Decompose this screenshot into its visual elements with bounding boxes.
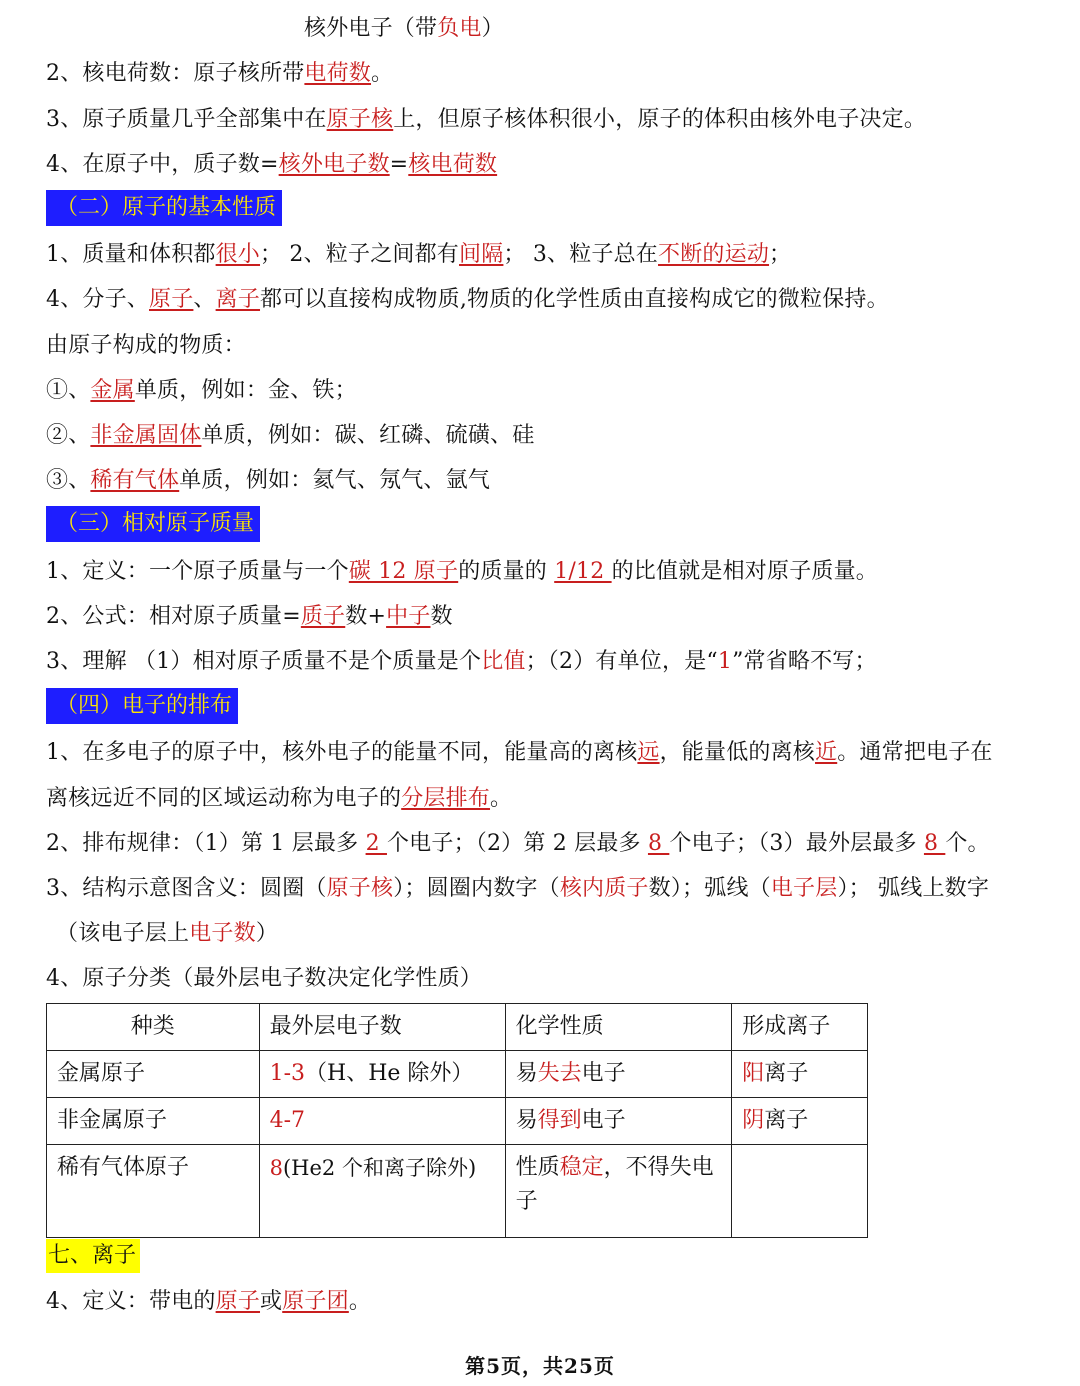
line-atom-classification: 4、原子分类（最外层电子数决定化学性质） [46, 966, 482, 991]
line-nuclear-charge: 2、核电荷数：原子核所带电荷数。 [46, 61, 394, 86]
table-cell-chemical-property: 易失去电子 [505, 1051, 732, 1098]
line-atom-mass: 3、原子质量几乎全部集中在原子核上，但原子核体积很小，原子的体积由核外电子决定。 [46, 107, 927, 132]
section-heading-relative-mass: （三）相对原子质量 [46, 506, 260, 542]
table-cell-kind: 稀有气体原子 [47, 1145, 260, 1238]
table-row [47, 1145, 868, 1238]
table-cell-chemical-property: 易得到电子 [505, 1098, 732, 1145]
section-heading-basic-properties: （二）原子的基本性质 [46, 190, 282, 226]
table-header-cell: 形成离子 [732, 1004, 868, 1051]
line-relative-mass-formula: 2、公式：相对原子质量=质子数+中子数 [46, 604, 453, 629]
table-cell-outer-electrons: 1-3（H、He 除外） [259, 1051, 505, 1098]
table-cell-kind: 金属原子 [47, 1051, 260, 1098]
table-cell-kind: 非金属原子 [47, 1098, 260, 1145]
line-diagram-meaning: 3、结构示意图含义：圆圈（原子核）；圆圈内数字（核内质子数）；弧线（电子层）； 弧线上数字 [46, 876, 990, 901]
line-relative-mass-definition: 1、定义：一个原子质量与一个碳 12 原子的质量的 1/12 的比值就是相对原子质量。 [46, 559, 879, 584]
line-noble-gases: ③、稀有气体单质，例如：氦气、氖气、氩气 [46, 468, 491, 493]
line-metal-elements: ①、金属单质，例如：金、铁； [46, 378, 357, 403]
table-cell-ion [732, 1145, 868, 1238]
line-properties-list: 1、质量和体积都很小； 2、粒子之间都有间隔； 3、粒子总在不断的运动； [46, 242, 792, 267]
section-heading-ions: 七、离子 [46, 1239, 140, 1273]
table-row [47, 1051, 868, 1098]
table-cell-ion: 阴离子 [732, 1098, 868, 1145]
line-proton-equality: 4、在原子中，质子数=核外电子数=核电荷数 [46, 152, 498, 177]
table-cell-ion: 阳离子 [732, 1051, 868, 1098]
table-cell-outer-electrons: 8(He2 个和离子除外) [259, 1145, 505, 1238]
line-electron-energy: 1、在多电子的原子中，核外电子的能量不同，能量高的离核远，能量低的离核近。通常把电子在 [46, 740, 993, 765]
table-header-cell: 化学性质 [505, 1004, 732, 1051]
atom-classification-table [46, 1003, 868, 1238]
table-cell-outer-electrons: 4-7 [259, 1098, 505, 1145]
table-cell-chemical-property: 性质稳定，不得失电子 [505, 1145, 732, 1238]
line-nonmetal-solids: ②、非金属固体单质，例如：碳、红磷、硫磺、硅 [46, 423, 535, 448]
line-layered-arrangement: 离核远近不同的区域运动称为电子的分层排布。 [46, 786, 513, 811]
line-arrangement-rules: 2、排布规律：（1）第 1 层最多 2 个电子；（2）第 2 层最多 8 个电子；（3）最外层最多 8 个。 [46, 831, 990, 856]
line-relative-mass-understanding: 3、理解 （1）相对原子质量不是个质量是个比值；（2）有单位，是“1”常省略不写； [46, 649, 877, 674]
line-particles-constitute: 4、分子、原子、离子都可以直接构成物质,物质的化学性质由直接构成它的微粒保持。 [46, 287, 889, 312]
page-number: 第5页，共25页 [465, 1354, 615, 1378]
section-heading-electron-arrangement: （四）电子的排布 [46, 688, 238, 724]
line-nucleus-electrons: 核外电子（带负电） [304, 16, 504, 41]
line-diagram-meaning-cont: （该电子层上电子数） [56, 921, 279, 946]
line-atom-substances-intro: 由原子构成的物质： [46, 333, 246, 358]
line-ion-definition: 4、定义：带电的原子或原子团。 [46, 1289, 372, 1314]
table-header-row [47, 1004, 868, 1051]
table-header-cell: 最外层电子数 [259, 1004, 505, 1051]
table-row [47, 1098, 868, 1145]
table-header-cell: 种类 [47, 1004, 260, 1051]
